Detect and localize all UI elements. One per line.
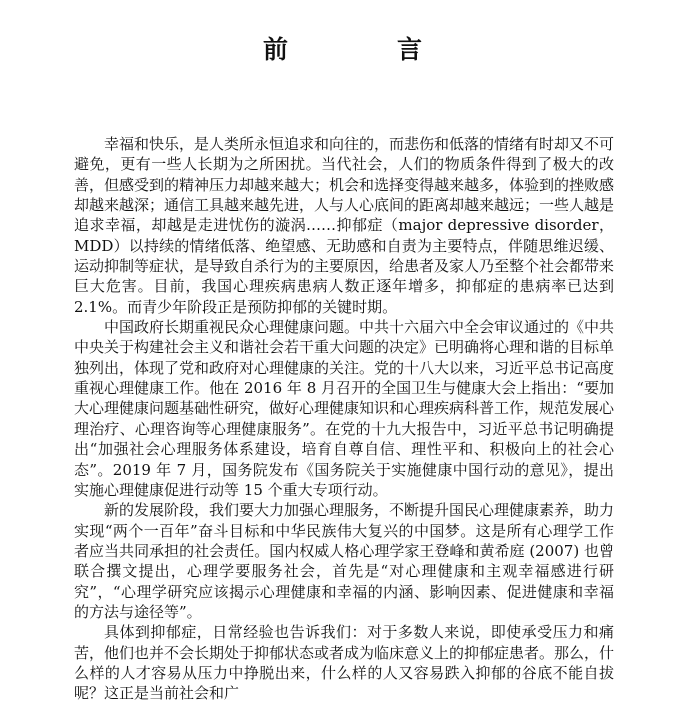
paragraph-1: 幸福和快乐，是人类所永恒追求和向往的，而悲伤和低落的情绪有时却又不可避免，更有一些人长期为之所困扰。当代社会，人们的物质条件得到了极大的改善，但感受到的精神压力却越来越大；机会和选择变得越来越多，体验到的挫败感却越来越深；通信工具越来越先进，人与人心底间的距离却越来越远；一些人越是追求幸福，却越是走进忧伤的漩涡……抑郁症（major depressive disorder，MDD）以持续的情绪低落、绝望感、无助感和自责为主要特点，伴随思维迟缓、运动抑制等症状，是导致自杀行为的主要原因，给患者及家人乃至整个社会都带来巨大危害。目前，我国心理疾病患病人数正逐年增多，抑郁症的患病率已达到 2.1%。而青少年阶段正是预防抑郁的关键时期。 bbox=[74, 135, 615, 316]
paragraph-3: 新的发展阶段，我们要大力加强心理服务，不断提升国民心理健康素养，助力实现“两个一百年”奋斗目标和中华民族伟大复兴的中国梦。这是所有心理学工作者应当共同承担的社会责任。国内权威人格心理学家王登峰和黄希庭 (2007) 也曾联合撰文提出，心理学要服务社会，首先是“对心理健康和主观幸福感进行研究”，“心理学研究应该揭示心理健康和幸福的内涵、影响因素、促进健康和幸福的方法与途径等”。 bbox=[74, 501, 615, 621]
document-body bbox=[74, 134, 614, 704]
paragraph-4: 具体到抑郁症，日常经验也告诉我们：对于多数人来说，即使承受压力和痛苦，他们也并不会长期处于抑郁状态或者成为临床意义上的抑郁症患者。那么，什么样的人才容易从压力中挣脱出来，什么样的人又容易跌入抑郁的谷底不能自拔呢？这正是当前社会和广 bbox=[74, 623, 615, 703]
paragraph-2: 中国政府长期重视民众心理健康问题。中共十六届六中全会审议通过的《中共中央关于构建社会主义和谐社会若干重大问题的决定》已明确将心理和谐的目标单独列出，体现了党和政府对心理健康的关注。党的十八大以来，习近平总书记高度重视心理健康工作。他在 2016 年 8 月召开的全国卫生与健康大会上指出：“要加大心理健康问题基础性研究，做好心理健康知识和心理疾病科普工作，规范发展心理治疗、心理咨询等心理健康服务”。在党的十九大报告中，习近平总书记明确提出“加强社会心理服务体系建设，培育自尊自信、理性平和、积极向上的社会心态”。2019 年 7 月，国务院发布《国务院关于实施健康中国行动的意见》，提出实施心理健康促进行动等 15 个重大专项行动。 bbox=[74, 318, 615, 499]
page-title: 前 言 bbox=[262, 35, 464, 64]
